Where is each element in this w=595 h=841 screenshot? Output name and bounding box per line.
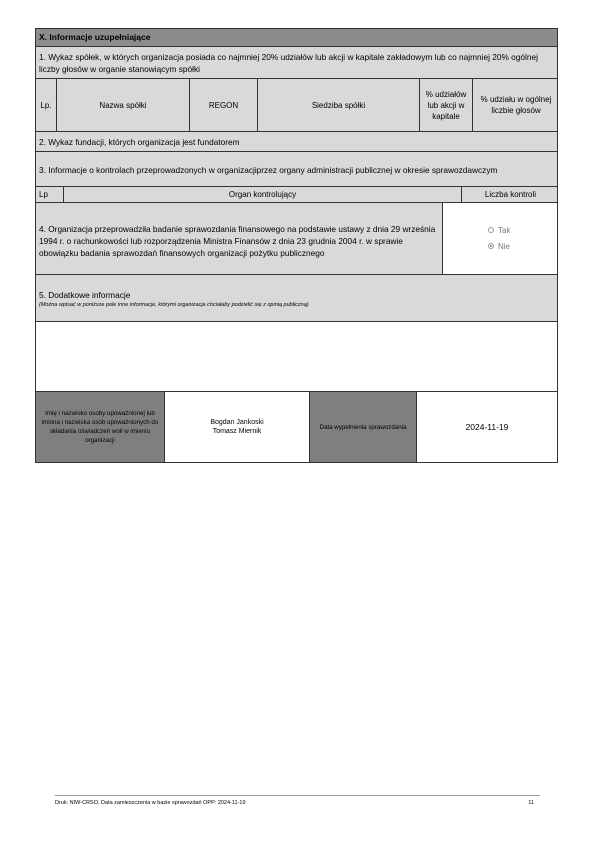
q1-col-nazwa: Nazwa spółki xyxy=(57,79,190,131)
footer-text: Druk: NIW-CRSO, Data zamieszczenia w bazie sprawozdań OPP: 2024-11-19 xyxy=(55,800,246,806)
q5-title: 5. Dodatkowe informacje xyxy=(39,290,131,300)
q1-header xyxy=(35,46,558,79)
signature-label-cell xyxy=(36,392,165,462)
date-label: Data wypełnienia sprawozdania xyxy=(319,423,407,431)
q4-row xyxy=(35,202,558,275)
signature-label: Imię i nazwisko osoby upoważnionej lub imiona i nazwiska osób upoważnionych do składania oświadczeń woli w imieniu organizacji xyxy=(41,410,159,444)
radio-tak-icon[interactable] xyxy=(488,227,494,233)
q4-question xyxy=(36,203,443,274)
q4-text: 4. Organizacja przeprowadziła badanie sprawozdania finansowego na podstawie ustawy z dnia 29 września 1994 r. o rachunkowości lub rozporządzenia Ministra Finansów z dnia 23 grudnia 2004 r. w sprawie obowiązku badania sprawozdań finansowych organizacji pożytku publicznego xyxy=(39,224,436,258)
option-nie[interactable] xyxy=(488,240,510,252)
date-value: 2024-11-19 xyxy=(465,422,509,432)
signature-name-1: Bogdan Jankoski xyxy=(210,419,264,426)
option-nie-label: Nie xyxy=(498,241,511,251)
q1-col-siedziba: Siedziba spółki xyxy=(258,79,420,131)
q4-options xyxy=(488,224,510,252)
q2-header xyxy=(35,131,558,152)
page-footer xyxy=(55,795,540,806)
q1-col-lp: Lp. xyxy=(36,79,57,131)
q2-text: 2. Wykaz fundacji, których organizacja jest fundatorem xyxy=(39,137,240,147)
option-tak[interactable] xyxy=(488,224,510,236)
q1-table-header xyxy=(35,78,558,132)
q3-table-header xyxy=(35,186,558,203)
q3-header xyxy=(35,151,558,187)
q3-col-organ: Organ kontrolujący xyxy=(64,187,462,202)
signature-names-cell xyxy=(165,392,310,462)
q1-col-glosy: % udziału w ogólnej liczbie głosów xyxy=(480,95,552,115)
q3-col-lp: Lp xyxy=(36,187,64,202)
option-tak-label: Tak xyxy=(498,225,511,235)
q5-subtitle: (Można wpisać w poniższe pole inne informacje, którymi organizacja chciałaby podzielić się z opinią publiczną) xyxy=(39,302,309,308)
q3-text: 3. Informacje o kontrolach przeprowadzonych w organizacjiprzez organy administracji publicznej w okresie sprawozdawczym xyxy=(39,165,498,175)
q5-input-area[interactable] xyxy=(35,321,558,392)
q1-col-regon: REGON xyxy=(190,79,258,131)
q1-text: 1. Wykaz spółek, w których organizacja posiada co najmniej 20% udziałów lub akcji w kapitale zakładowym lub co najmniej 20% ogólnej liczby głosów w organie stanowiącym spółki xyxy=(39,52,538,74)
q1-col-udzialy: % udziałów lub akcji w kapitale xyxy=(420,79,473,131)
q5-header xyxy=(35,274,558,322)
date-value-cell xyxy=(417,392,557,462)
page-number: 11 xyxy=(528,800,534,806)
signature-row xyxy=(35,391,558,463)
date-label-cell xyxy=(310,392,417,462)
signature-name-2: Tomasz Miernik xyxy=(212,428,262,435)
section-title-bar xyxy=(35,28,558,47)
radio-nie-icon[interactable] xyxy=(488,243,494,249)
section-title: X. Informacje uzupełniające xyxy=(39,32,151,42)
q3-col-liczba: Liczba kontroli xyxy=(484,190,537,199)
